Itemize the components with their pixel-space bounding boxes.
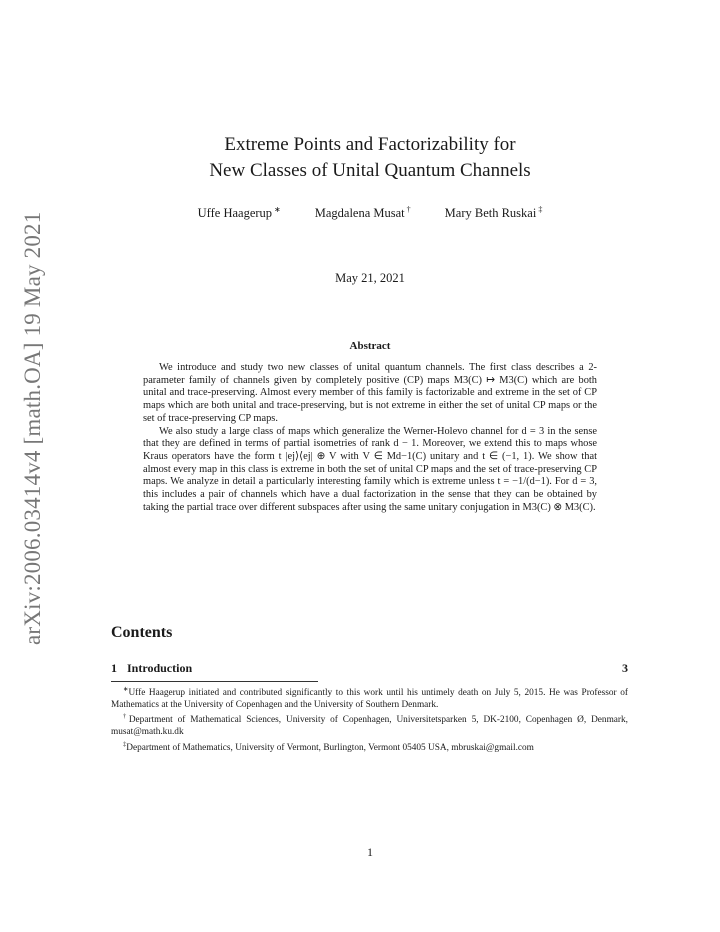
toc-entry[interactable] bbox=[111, 661, 628, 676]
abstract-body bbox=[143, 362, 597, 514]
author: Uffe Haagerup ∗ bbox=[197, 205, 281, 221]
paper-title-line-2: New Classes of Unital Quantum Channels bbox=[209, 160, 531, 181]
footnote-marker: ‡ bbox=[538, 205, 543, 214]
paper-date: May 21, 2021 bbox=[335, 271, 405, 285]
abstract-paragraph: We introduce and study two new classes of unital quantum channels. The first class describes a 2-parameter family of channels given by completely positive (CP) maps M3(C) ↦ M3(C) which are both unital and trace-preserving. Almost every member of this family is factorizable and extreme in the set of CP maps which are both unital and trace-preserving, but is not extreme in either the set of unital CP maps or the set of trace-preserving CP maps. bbox=[143, 362, 597, 424]
paper-title bbox=[110, 132, 630, 184]
toc-entry-number: 1 bbox=[111, 661, 117, 675]
footnote-marker: ‡ bbox=[123, 740, 127, 748]
footnote-marker: ∗ bbox=[123, 686, 129, 693]
footnote: ∗Uffe Haagerup initiated and contributed significantly to this work until his untimely death on July 5, 2015. He was Professor of Mathematics at the University of Copenhagen and the University of Southern Denmark. bbox=[111, 686, 628, 710]
arxiv-side-identifier: arXiv:2006.03414v4 [math.OA] 19 May 2021 bbox=[20, 211, 45, 645]
author: Mary Beth Ruskai ‡ bbox=[444, 205, 543, 221]
footnote-divider bbox=[111, 681, 318, 682]
author-list bbox=[110, 205, 630, 221]
footnote-marker: ∗ bbox=[274, 205, 281, 214]
author: Magdalena Musat † bbox=[314, 205, 411, 221]
footnote-marker: † bbox=[406, 205, 411, 214]
abstract-paragraph: We also study a large class of maps which generalize the Werner-Holevo channel for d = 3 in the sense that they are defined in terms of partial isometries of rank d − 1. Moreover, we extend this to maps whose Kraus operators have the form t |ej⟩⟨ej| ⊕ V with V ∈ Md−1(C) unitary and t ∈ (−1, 1). We show that almost every map in this class is extreme in both the set of unital CP maps and the set of trace-preserving CP maps. We analyze in detail a particularly interesting family which is extreme unless t = −1/(d−1). For d = 3, this includes a pair of channels which have a dual factorization in the sense that they can be obtained by taking the partial trace over different subspaces after using the same unitary conjugation in M3(C) ⊗ M3(C). bbox=[143, 425, 597, 513]
toc-entry-title: Introduction bbox=[127, 661, 193, 675]
contents-heading: Contents bbox=[111, 624, 173, 641]
abstract-heading: Abstract bbox=[349, 340, 391, 352]
toc-entry-label bbox=[111, 661, 192, 676]
paper-title-line-1: Extreme Points and Factorizability for bbox=[224, 134, 516, 155]
footnote: †Department of Mathematical Sciences, University of Copenhagen, Universitetsparken 5, DK-2100, Copenhagen Ø, Denmark, musat@math.ku.dk bbox=[111, 713, 629, 737]
page-number: 1 bbox=[367, 845, 373, 859]
footnote-marker: † bbox=[123, 713, 129, 721]
toc-entry-page: 3 bbox=[622, 661, 628, 675]
footnotes bbox=[111, 684, 628, 754]
footnote: ‡Department of Mathematics, University of Vermont, Burlington, Vermont 05405 USA, mbruskai@gmail.com bbox=[123, 740, 534, 753]
